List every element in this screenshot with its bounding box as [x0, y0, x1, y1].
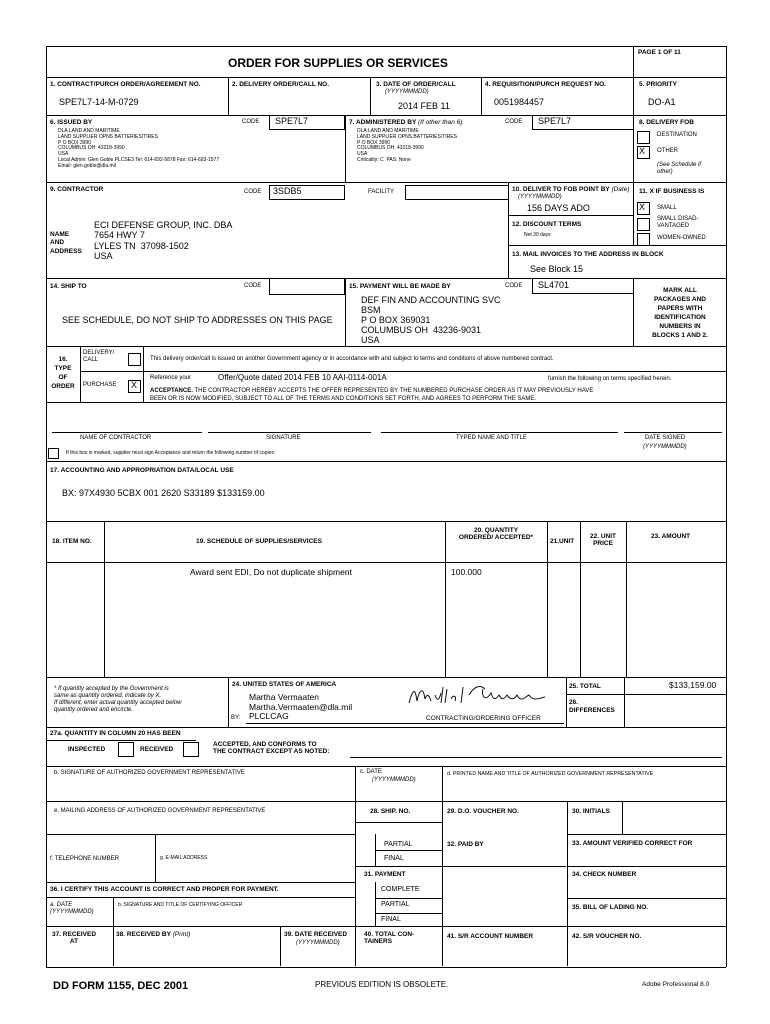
ship-to-value: SEE SCHEDULE, DO NOT SHIP TO ADDRESSES ON THIS PAGE — [62, 315, 333, 325]
issued-by-address: DLA LAND AND MARITIME LAND SUPPLIER OPNS BATTERIES/TIRES P O BOX 3990 COLUMBUS OH 43218-3990 USA Local Admin: Glen Goble PLCSE3 Tel: 614-692-5878 Fax: 614-693-1577 Email: glen.goble@dla.mil — [58, 128, 220, 169]
name-and-address-label: NAME AND ADDRESS — [50, 231, 82, 255]
accounting-data: BX: 97X4930 5CBX 001 2620 S33189 $133159.00 — [62, 488, 265, 498]
block34-label: 34. CHECK NUMBER — [572, 871, 637, 878]
discount-terms[interactable]: Net 30 days — [524, 232, 551, 238]
mail-invoices-value[interactable]: See Block 15 — [530, 264, 584, 274]
officer-title: CONTRACTING/ORDERING OFFICER — [426, 715, 541, 722]
date-signed-label: DATE SIGNED — [645, 435, 686, 441]
reference-value[interactable]: Offer/Quote dated 2014 FEB 10 AAI-0114-001A — [218, 373, 387, 382]
form-title: ORDER FOR SUPPLIES OR SERVICES — [228, 56, 448, 70]
block14-label: 14. SHIP TO — [50, 283, 87, 290]
block27e-label: e. MAILING ADDRESS OF AUTHORIZED GOVERNMENT REPRESENTATIVE — [54, 808, 266, 814]
disadvantaged-checkbox[interactable] — [637, 218, 650, 231]
priority-value[interactable]: DO-A1 — [648, 97, 676, 107]
block1-label: 1. CONTRACT/PURCH ORDER/AGREEMENT NO. — [50, 81, 201, 88]
schedule-row-description: Award sent EDI, Do not duplicate shipment — [190, 567, 352, 577]
women-owned-checkbox[interactable] — [637, 233, 650, 246]
destination-checkbox[interactable] — [637, 131, 650, 144]
block6-label: 6. ISSUED BY — [50, 119, 93, 126]
block4-label: 4. REQUISITION/PURCH REQUEST NO. — [485, 81, 606, 88]
block33-label: 33. AMOUNT VERIFIED CORRECT FOR — [572, 840, 693, 847]
acceptance-label: ACCEPTANCE. — [150, 388, 193, 394]
reference-label: Reference your — [150, 375, 192, 381]
payment-code[interactable]: SL4701 — [538, 280, 570, 290]
block9-code-label: CODE — [244, 189, 262, 195]
block32-label: 32. PAID BY — [447, 841, 484, 848]
copies-note: If this box is marked, supplier must sign Acceptance and return the following number of copies: — [66, 450, 276, 456]
block36-label: 36. I CERTIFY THIS ACCOUNT IS CORRECT AND PROPER FOR PAYMENT. — [50, 886, 279, 893]
officer-name: Martha Vermaaten — [249, 692, 319, 702]
payment-complete-label: COMPLETE — [381, 886, 420, 893]
small-business-mark: X — [639, 202, 646, 212]
block38-note: (Print) — [172, 931, 191, 938]
block25-label: 25. TOTAL — [569, 683, 601, 690]
block8-label: 8. DELIVERY FOB — [639, 119, 694, 126]
block39-format: (YYYYMMMDD) — [296, 940, 340, 946]
block10-label-text: 10. DELIVER TO FOB POINT BY — [512, 186, 610, 193]
block27a-label: 27a. QUANTITY IN COLUMN 20 HAS BEEN — [50, 730, 181, 737]
administered-by-address: DLA LAND AND MARITIME LAND SUPPLIER OPNS BATTERIES/TIRES P O BOX 3990 COLUMBUS OH 43218-3990 USA Criticality: C PAS: None — [357, 128, 457, 163]
form-id: DD FORM 1155, DEC 2001 — [53, 980, 189, 992]
mark-all-packages: MARK ALL PACKAGES AND PAPERS WITH IDENTIFICATION NUMBERS IN BLOCKS 1 AND 2. — [652, 287, 708, 340]
block38-label — [116, 931, 190, 938]
block7-label — [349, 119, 462, 126]
ship-final-label: FINAL — [384, 855, 404, 862]
block40-label: 40. TOTAL CON- TAINERS — [364, 931, 415, 946]
acceptance-text-2: BEEN OR IS NOW MODIFIED, SUBJECT TO ALL OF THE TERMS AND CONDITIONS SET FORTH, AND AGREES TO PERFORM THE SAME. — [150, 396, 537, 402]
block27b-label: b. SIGNATURE OF AUTHORIZED GOVERNMENT REPRESENTATIVE — [54, 770, 245, 776]
block14-code-box — [269, 278, 345, 295]
inspected-checkbox[interactable] — [118, 742, 134, 757]
block27d-label: d. PRINTED NAME AND TITLE OF AUTHORIZED GOVERNMENT REPRESENTATIVE — [447, 771, 654, 777]
page-label — [638, 49, 681, 56]
date-signed-format: (YYYYMMMDD) — [643, 444, 687, 450]
block27c-label: c. DATE — [360, 769, 382, 775]
block31-label: 31. PAYMENT — [364, 871, 406, 878]
purchase-label: PURCHASE — [83, 382, 117, 388]
block29-label: 29. D.O. VOUCHER NO. — [447, 808, 519, 815]
obsolete-note: PREVIOUS EDITION IS OBSOLETE. — [315, 980, 449, 989]
block27c-format: (YYYYMMMDD) — [372, 777, 416, 783]
block16-label: 16. TYPE OF ORDER — [51, 356, 75, 391]
block24-label: 24. UNITED STATES OF AMERICA — [232, 681, 337, 688]
payment-partial-label: PARTIAL — [381, 901, 410, 908]
block7-code-label: CODE — [505, 119, 523, 125]
block9-label: 9. CONTRACTOR — [50, 186, 104, 193]
block35-label: 35. BILL OF LADING NO. — [572, 904, 649, 911]
signature-label: SIGNATURE — [266, 435, 301, 441]
block26-label: 26. DIFFERENCES — [569, 699, 615, 715]
col-item-no: 18. ITEM NO. — [52, 538, 92, 545]
officer-email: Martha.Vermaaten@dla.mil — [249, 702, 353, 712]
block7-label-note: (If other than 6) — [418, 119, 463, 126]
block36a-label: a. DATE (YYYYMMMDD) — [50, 902, 94, 915]
received-label: RECEIVED — [140, 746, 174, 753]
block13-label: 13. MAIL INVOICES TO THE ADDRESS IN BLOCK — [512, 251, 664, 258]
ship-partial-label: PARTIAL — [384, 841, 413, 848]
block12-label: 12. DISCOUNT TERMS — [512, 221, 582, 228]
block3-label: 3. DATE OF ORDER/CALL — [376, 81, 456, 88]
other-label: OTHER — [657, 148, 678, 154]
disadvantaged-label: SMALL DISAD- VANTAGED — [657, 216, 699, 229]
block3-format: (YYYYMMMDD) — [385, 89, 429, 95]
block42-label: 42. S/R VOUCHER NO. — [572, 933, 642, 940]
block27g-label: g. E-MAIL ADDRESS — [160, 855, 208, 861]
col-schedule: 19. SCHEDULE OF SUPPLIES/SERVICES — [196, 538, 322, 545]
other-checkbox-mark: X — [639, 146, 646, 156]
col-quantity: 20. QUANTITY ORDERED/ ACCEPTED* — [458, 527, 534, 542]
delivery-call-text: This delivery order/call is issued on another Government agency or in accordance with and subject to terms and conditions of above numbered contract. — [150, 356, 554, 362]
block11-label: 11. X IF BUSINESS IS — [639, 188, 705, 195]
block5-label: 5. PRIORITY — [639, 81, 677, 88]
block17-label: 17. ACCOUNTING AND APPROPRIATION DATA/LOCAL USE — [50, 467, 234, 474]
quantity-footnote: * If quantity accepted by the Government is same as quantity ordered, indicate by X. If different, enter actual quantity accepted below quantity ordered and encircle. — [54, 686, 182, 713]
copies-checkbox[interactable] — [48, 448, 59, 459]
software-note: Adobe Professional 8.0 — [642, 981, 710, 988]
delivery-date[interactable]: 156 DAYS ADO — [527, 203, 590, 213]
block15-code-label: CODE — [505, 283, 523, 289]
block7-label-text: 7. ADMINISTERED BY — [349, 119, 417, 126]
order-date[interactable]: 2014 FEB 11 — [398, 101, 450, 111]
contractor-code[interactable]: 3SDB5 — [273, 186, 302, 196]
block28-label: 28. SHIP. NO. — [370, 808, 411, 815]
delivery-call-checkbox[interactable] — [128, 353, 141, 366]
small-business-label: SMALL — [657, 205, 677, 211]
destination-label: DESTINATION — [657, 132, 697, 138]
received-checkbox[interactable] — [183, 742, 199, 757]
col-unit: 21.UNIT — [550, 538, 575, 545]
block30-label: 30. INITIALS — [572, 808, 610, 815]
acceptance-text — [150, 388, 593, 395]
block10-label-note: (Date) — [611, 186, 630, 193]
block8-note: (See Schedule if other) — [657, 162, 702, 175]
facility-label: FACILITY — [368, 189, 395, 195]
payment-final-label: FINAL — [381, 916, 401, 923]
purchase-mark: X — [131, 380, 138, 390]
total-amount: $133,159.00 — [669, 680, 717, 690]
block10-label — [512, 186, 630, 193]
block36b-label: b. SIGNATURE AND TITLE OF CERTIFYING OFFICER — [118, 902, 243, 908]
officer-signature — [405, 683, 555, 711]
officer-signature-line — [246, 723, 564, 724]
col-unit-price: 22. UNIT PRICE — [589, 533, 616, 548]
facility-box[interactable] — [405, 185, 509, 200]
by-value: PLCLCAG — [249, 711, 289, 721]
block14-code-label: CODE — [244, 283, 262, 289]
block27f-label: f. TELEPHONE NUMBER — [50, 856, 119, 862]
contractor-address: ECI DEFENSE GROUP, INC. DBA 7654 HWY 7 LYLES TN 37098-1502 USA — [94, 220, 233, 262]
schedule-row-quantity: 100.000 — [451, 567, 482, 577]
block6-code-label: CODE — [242, 119, 260, 125]
signature-name-label: NAME OF CONTRACTOR — [80, 435, 152, 441]
block2-label: 2. DELIVERY ORDER/CALL NO. — [232, 81, 330, 88]
page-label-text: PAGE 1 OF — [638, 49, 673, 56]
block10-format: (YYYYMMMDD) — [518, 194, 562, 200]
inspected-label: INSPECTED — [68, 746, 106, 753]
accepted-label: ACCEPTED, AND CONFORMS TO THE CONTRACT EXCEPT AS NOTED: — [213, 741, 330, 756]
delivery-call-label: DELIVERY/ CALL — [83, 350, 115, 363]
contract-number[interactable]: SPE7L7-14-M-0729 — [59, 97, 139, 107]
block15-label: 15. PAYMENT WILL BE MADE BY — [349, 283, 451, 290]
women-owned-label: WOMEN-OWNED — [657, 235, 706, 241]
col-amount: 23. AMOUNT — [651, 533, 691, 540]
block39-label: 39. DATE RECEIVED — [284, 931, 348, 938]
accepted-line — [350, 757, 722, 758]
issued-by-code[interactable]: SPE7L7 — [275, 116, 309, 126]
block37-label: 37. RECEIVED AT — [51, 931, 97, 946]
block38-label-text: 38. RECEIVED BY — [116, 931, 171, 938]
block41-label: 41. S/R ACCOUNT NUMBER — [447, 933, 534, 940]
requisition-number[interactable]: 0051984457 — [494, 97, 545, 107]
administered-by-code[interactable]: SPE7L7 — [538, 116, 572, 126]
acceptance-text-line: THE CONTRACTOR HEREBY ACCEPTS THE OFFER REPRESENTED BY THE NUMBERED PURCHASE ORDER AS IT MAY PREVIOUSLY HAVE — [194, 388, 594, 394]
by-label: BY: — [231, 715, 241, 721]
payment-address: DEF FIN AND ACCOUNTING SVC BSM P O BOX 369031 COLUMBUS OH 43236-9031 USA — [361, 295, 501, 345]
reference-tail: furnish the following on terms specified herein. — [548, 376, 672, 382]
typed-name-label: TYPED NAME AND TITLE — [456, 435, 527, 441]
page-total: 11 — [674, 49, 681, 56]
